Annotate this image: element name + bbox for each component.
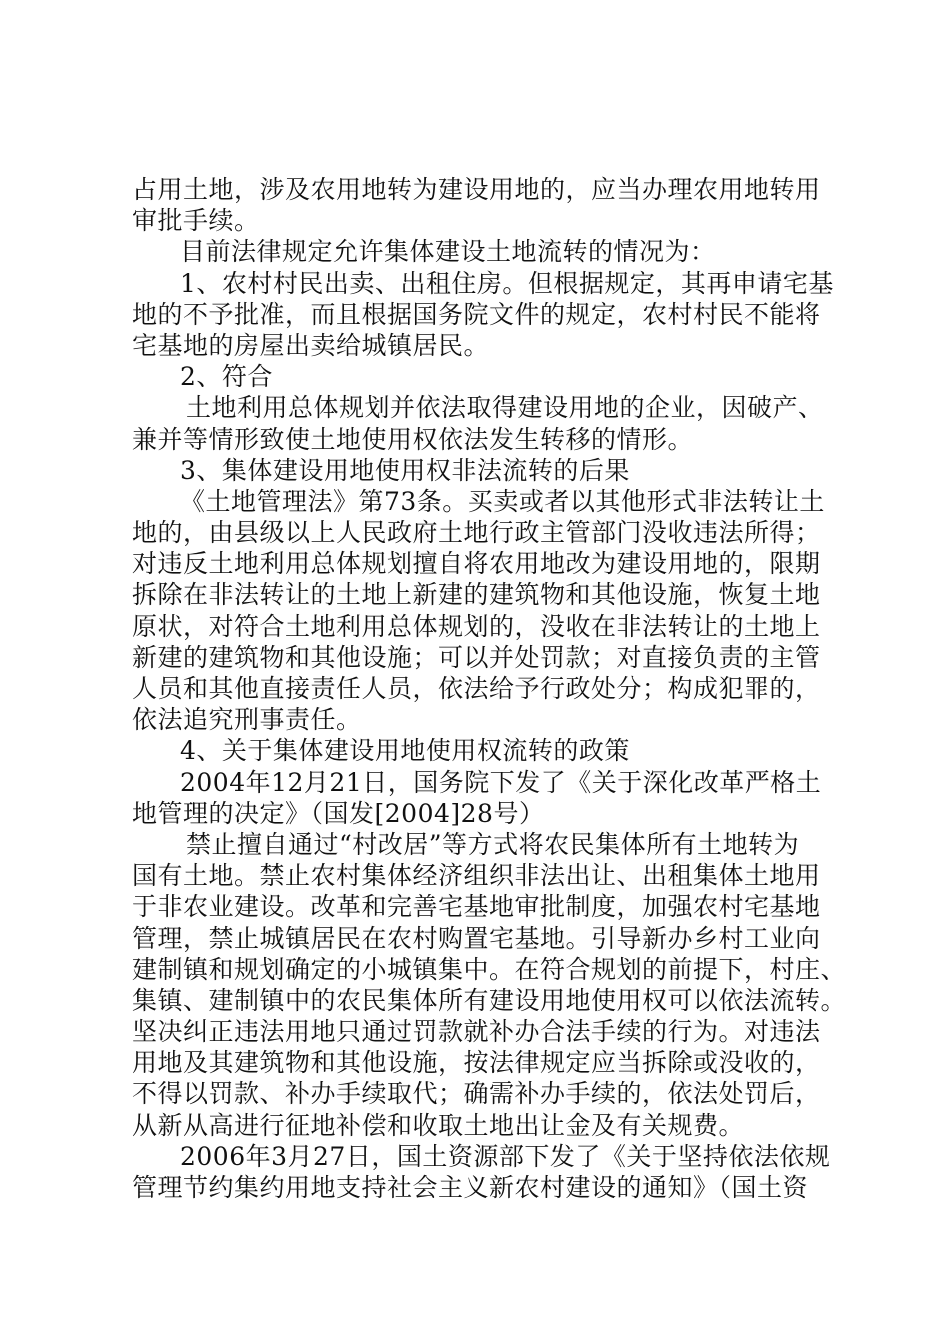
text-line: 2、符合: [180, 362, 273, 392]
document-body: [132, 174, 847, 1203]
text-line: 地的不予批准，而且根据国务院文件的规定，农村村民不能将: [132, 299, 821, 329]
text-line: 2004年12月21日，国务院下发了《关于深化改革严格土: [180, 767, 822, 797]
text-line: 禁止擅自通过“村改居”等方式将农民集体所有土地转为: [186, 829, 800, 859]
text-line: 不得以罚款、补办手续取代；确需补办手续的，依法处罚后，: [132, 1079, 821, 1109]
text-line: 坚决纠正违法用地只通过罚款就补办合法手续的行为。对违法: [132, 1017, 821, 1047]
text-line: 4、关于集体建设用地使用权流转的政策: [180, 736, 630, 766]
text-line: 土地利用总体规划并依法取得建设用地的企业，因破产、: [186, 393, 824, 423]
text-line: 管理节约集约用地支持社会主义新农村建设的通知》（国土资: [132, 1173, 809, 1202]
text-line: 人员和其他直接责任人员，依法给予行政处分；构成犯罪的，: [132, 674, 821, 703]
text-line: 占用土地，涉及农用地转为建设用地的，应当办理农用地转用: [132, 175, 821, 204]
text-line: 《土地管理法》第73条。买卖或者以其他形式非法转让土: [180, 486, 825, 516]
text-line: 地的，由县级以上人民政府土地行政主管部门没收违法所得；: [132, 518, 821, 548]
text-line: 地管理的决定》（国发[2004]28号）: [132, 798, 545, 828]
text-line: 目前法律规定允许集体建设土地流转的情况为：: [180, 237, 716, 267]
text-line: 拆除在非法转让的土地上新建的建筑物和其他设施，恢复土地: [132, 580, 821, 610]
text-line: 国有土地。禁止农村集体经济组织非法出让、出租集体土地用: [132, 861, 821, 891]
text-line: 依法追究刑事责任。: [132, 705, 362, 735]
text-line: 审批手续。: [132, 206, 260, 236]
text-line: 管理，禁止城镇居民在农村购置宅基地。引导新办乡村工业向: [132, 923, 821, 953]
text-line: 于非农业建设。改革和完善宅基地审批制度，加强农村宅基地: [132, 892, 821, 922]
text-line: 新建的建筑物和其他设施；可以并处罚款；对直接负责的主管: [132, 642, 821, 672]
text-line: 原状，对符合土地利用总体规划的，没收在非法转让的土地上: [132, 611, 821, 641]
text-line: 兼并等情形致使土地使用权依法发生转移的情形。: [132, 424, 694, 454]
text-line: 3、集体建设用地使用权非法流转的后果: [180, 455, 630, 485]
text-line: 用地及其建筑物和其他设施，按法律规定应当拆除或没收的，: [132, 1048, 821, 1078]
text-line: 集镇、建制镇中的农民集体所有建设用地使用权可以依法流转。: [132, 985, 847, 1015]
text-line: 2006年3月27日，国土资源部下发了《关于坚持依法依规: [180, 1141, 831, 1171]
text-line: 宅基地的房屋出卖给城镇居民。: [132, 330, 490, 360]
text-line: 建制镇和规划确定的小城镇集中。在符合规划的前提下，村庄、: [132, 954, 847, 984]
text-line: 从新从高进行征地补偿和收取土地出让金及有关规费。: [132, 1110, 745, 1140]
text-line: 对违反土地利用总体规划擅自将农用地改为建设用地的，限期: [132, 549, 821, 579]
text-line: 1、农村村民出卖、出租住房。但根据规定，其再申请宅基: [180, 268, 834, 298]
